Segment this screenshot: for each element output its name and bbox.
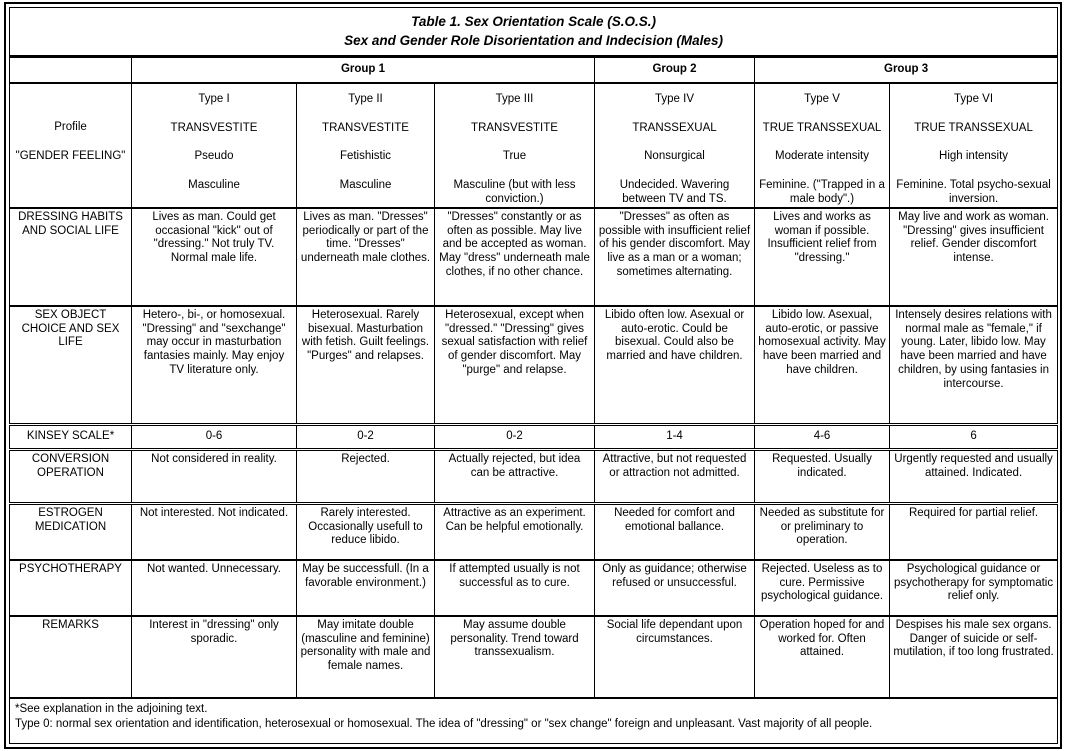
kinsey-cell-type-1: 0-6 [132,424,297,449]
table-title-line1: Table 1. Sex Orientation Scale (S.O.S.) [411,14,656,29]
estrogen-cell-type-2: Rarely interested. Occasionally usefull to reduce libido. [297,503,435,560]
type-1-stack [136,84,292,193]
estrogen-medication-row [10,503,1058,560]
remarks-cell-type-4: Social life dependant upon circumstances. [595,616,755,698]
estrogen-cell-type-3: Attractive as an experiment. Can be helpful emotionally. [435,503,595,560]
dressing-cell-type-6: May live and work as woman. "Dressing" gives insufficient relief. Gender discomfort intense. [890,208,1058,306]
dressing-cell-type-3: "Dresses" constantly or as often as possible. May live and be accepted as woman. May "dress" underneath male clothes, if no other chance. [435,208,595,306]
sos-table [9,7,1058,744]
spacer [14,178,127,191]
kinsey-cell-type-3: 0-2 [435,424,595,449]
kinsey-cell-type-2: 0-2 [297,424,435,449]
conversion-cell-type-4: Attractive, but not requested or attraction not admitted. [595,449,755,503]
sexobj-cell-type-1: Hetero-, bi-, or homosexual. "Dressing" and "sexchange" may occur in masturbation fantasies mainly. May enjoy TV literature only. [132,306,297,425]
dressing-cell-type-1: Lives as man. Could get occasional "kick" out of "dressing." Not truly TV. Normal male life. [132,208,297,306]
remarks-cell-type-2: May imitate double (masculine and feminine) personality with male and female names. [297,616,435,698]
type-5-name: TRUE TRANSSEXUAL [762,121,882,134]
type-1-heading: Type I [198,92,230,105]
conversion-cell-type-2: Rejected. [297,449,435,503]
conversion-cell-type-3: Actually rejected, but idea can be attractive. [435,449,595,503]
type-3-name: TRANSVESTITE [471,121,558,134]
conversion-cell-type-6: Urgently requested and usually attained. Indicated. [890,449,1058,503]
profile-cell-type-3 [435,83,595,208]
sexobj-cell-type-4: Libido often low. Asexual or auto-erotic. Could be bisexual. Could also be married and have children. [595,306,755,425]
type-6-heading: Type VI [954,92,994,105]
type-6-subtitle: High intensity [939,150,1009,163]
type-2-stack [301,84,430,193]
row-label-kinsey-scale: KINSEY SCALE* [10,424,132,449]
estrogen-cell-type-6: Required for partial relief. [890,503,1058,560]
type-3-stack [439,84,590,207]
sexobj-cell-type-6: Intensely desires relations with normal male as "female," if young. Later, libido low. May have been married and have children, by using fantasies in intercourse. [890,306,1058,425]
type-6-feeling: Feminine. Total psycho-sexual inversion. [896,179,1051,205]
conversion-operation-row [10,449,1058,503]
spacer [14,93,127,106]
kinsey-cell-type-6: 6 [890,424,1058,449]
estrogen-cell-type-1: Not interested. Not indicated. [132,503,297,560]
group-3-header: Group 3 [755,56,1058,83]
psych-cell-type-1: Not wanted. Unnecessary. [132,560,297,616]
type-4-subtitle: Nonsurgical [644,150,705,163]
type-4-heading: Type IV [655,92,694,105]
psych-cell-type-6: Psychological guidance or psychotherapy for symptomatic relief only. [890,560,1058,616]
type-3-feeling: Masculine (but with less conviction.) [453,179,576,205]
dressing-cell-type-2: Lives as man. "Dresses" periodically or part of the time. "Dresses" underneath male clothes. [297,208,435,306]
remarks-cell-type-6: Despises his male sex organs. Danger of suicide or self-mutilation, if too long frustrated. [890,616,1058,698]
profile-cell-type-2 [297,83,435,208]
row-label-estrogen-medication: ESTROGEN MEDICATION [10,503,132,560]
type-4-name: TRANSSEXUAL [632,121,717,134]
group-2-header: Group 2 [595,56,755,83]
title-row [10,8,1058,57]
footnote-row [10,698,1058,744]
type-3-subtitle: True [502,150,527,163]
table-title [10,8,1058,57]
psych-cell-type-5: Rejected. Useless as to cure. Permissive psychological guidance. [755,560,890,616]
dressing-habits-row [10,208,1058,306]
remarks-cell-type-3: May assume double personality. Trend toward transsexualism. [435,616,595,698]
profile-label-stack [14,84,127,192]
conversion-cell-type-1: Not considered in reality. [132,449,297,503]
row-label-psychotherapy: PSYCHOTHERAPY [10,560,132,616]
psychotherapy-row [10,560,1058,616]
type-5-feeling: Feminine. ("Trapped in a male body".) [759,179,885,205]
sexobj-cell-type-2: Heterosexual. Rarely bisexual. Masturbation with fetish. Guilt feelings. "Purges" and relapses. [297,306,435,425]
document-frame [4,2,1062,749]
type-1-name: TRANSVESTITE [170,121,258,134]
type-6-name: TRUE TRANSSEXUAL [914,121,1033,134]
profile-row [10,83,1058,208]
type-5-stack [759,84,885,207]
kinsey-cell-type-5: 4-6 [755,424,890,449]
psych-cell-type-2: May be successfull. (In a favorable environment.) [297,560,435,616]
type-1-feeling: Masculine [188,179,240,192]
profile-cell-type-4 [595,83,755,208]
footnote-type-0: Type 0: normal sex orientation and identification, heterosexual or homosexual. The idea of "dressing" or "sex change" foreign and unpleasant. Vast majority of all people. [15,718,873,731]
estrogen-cell-type-5: Needed as substitute for or preliminary to operation. [755,503,890,560]
profile-cell-type-1 [132,83,297,208]
type-4-stack [599,84,750,207]
remarks-cell-type-1: Interest in "dressing" only sporadic. [132,616,297,698]
sexobj-cell-type-5: Libido low. Asexual, auto-erotic, or passive homosexual activity. May have been married and have children. [755,306,890,425]
type-6-stack [894,84,1053,207]
sexobj-cell-type-3: Heterosexual, except when "dressed." "Dressing" gives sexual satisfaction with relief of gender discomfort. May "purge" and relapse. [435,306,595,425]
row-label-remarks: REMARKS [10,616,132,698]
kinsey-scale-row [10,424,1058,449]
row-label-sex-object: SEX OBJECT CHOICE AND SEX LIFE [10,306,132,425]
profile-cell-type-5 [755,83,890,208]
type-5-heading: Type V [804,92,840,105]
dressing-cell-type-4: "Dresses" as often as possible with insufficient relief of his gender discomfort. May live as a man or a woman; sometimes alternating. [595,208,755,306]
group-header-row [10,56,1058,83]
estrogen-cell-type-4: Needed for comfort and emotional ballance. [595,503,755,560]
type-5-subtitle: Moderate intensity [775,150,869,163]
type-2-heading: Type II [348,92,383,105]
remarks-row [10,616,1058,698]
type-2-feeling: Masculine [339,179,392,192]
type-2-name: TRANSVESTITE [322,121,409,134]
type-3-heading: Type III [495,92,534,105]
footnote-asterisk: *See explanation in the adjoining text. [15,702,208,715]
type-2-subtitle: Fetishistic [339,150,392,163]
psych-cell-type-4: Only as guidance; otherwise refused or unsuccessful. [595,560,755,616]
row-label-conversion-operation: CONVERSION OPERATION [10,449,132,503]
type-1-subtitle: Pseudo [194,150,234,163]
conversion-cell-type-5: Requested. Usually indicated. [755,449,890,503]
gender-feeling-label: "GENDER FEELING" [15,149,126,162]
psych-cell-type-3: If attempted usually is not successful as to cure. [435,560,595,616]
sex-object-row [10,306,1058,425]
type-4-feeling: Undecided. Wavering between TV and TS. [619,179,730,205]
table-title-line2: Sex and Gender Role Disorientation and Indecision (Males) [344,32,723,48]
profile-label: Profile [54,120,87,133]
group-1-header: Group 1 [132,56,595,83]
profile-row-label-cell [10,83,132,208]
remarks-cell-type-5: Operation hoped for and worked for. Often attained. [755,616,890,698]
profile-cell-type-6 [890,83,1058,208]
row-label-dressing-habits: DRESSING HABITS AND SOCIAL LIFE [10,208,132,306]
footnotes-cell [10,698,1058,744]
kinsey-cell-type-4: 1-4 [595,424,755,449]
dressing-cell-type-5: Lives and works as woman if possible. Insufficient relief from "dressing." [755,208,890,306]
corner-empty-cell [10,56,132,83]
